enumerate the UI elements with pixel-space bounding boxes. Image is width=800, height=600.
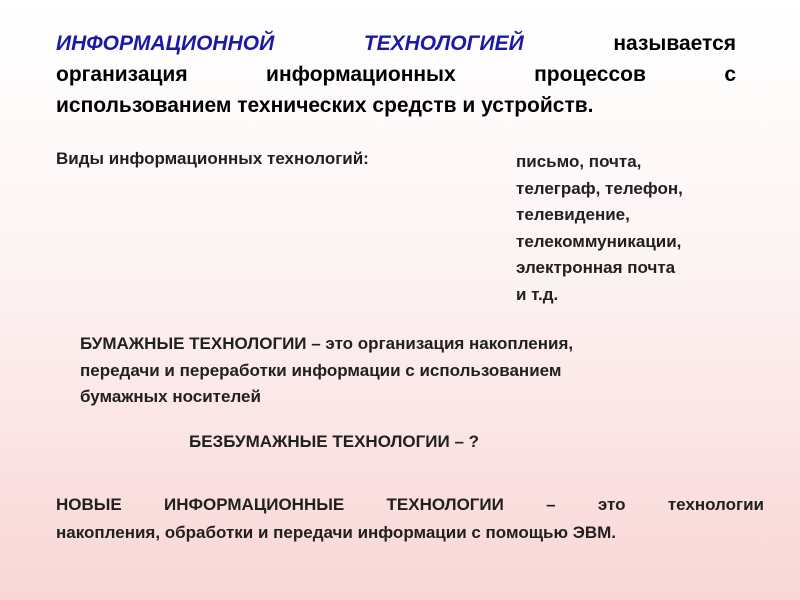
paper-technologies-paragraph: [80, 331, 740, 411]
definition-line-1-rest: называется: [523, 32, 736, 55]
types-list-item: письмо, почта,: [516, 152, 642, 171]
new-it-paragraph: [56, 491, 764, 547]
types-list-item: телевидение,: [516, 205, 630, 225]
types-list-item: и т.д.: [516, 284, 559, 304]
definition-term: ИНФОРМАЦИОННОЙ ТЕХНОЛОГИЕЙ: [56, 32, 524, 55]
paperless-technologies-question: БЕЗБУМАЖНЫЕ ТЕХНОЛОГИИ – ?: [189, 432, 480, 451]
types-list: [516, 149, 766, 309]
definition-line-1: [56, 28, 736, 59]
paper-technologies-line-1: БУМАЖНЫЕ ТЕХНОЛОГИИ – это организация накопления,: [80, 334, 574, 353]
definition-line-3: использованием технических средств и устройств.: [56, 94, 594, 117]
types-list-item: телекоммуникации,: [516, 231, 682, 251]
types-list-item: телеграф, телефон,: [516, 178, 683, 198]
new-it-line-1: НОВЫЕ ИНФОРМАЦИОННЫЕ ТЕХНОЛОГИИ – это технологии: [56, 495, 764, 514]
paper-technologies-line-3: бумажных носителей: [80, 387, 261, 407]
definition-paragraph: [56, 28, 736, 121]
new-it-line-2: накопления, обработки и передачи информации с помощью ЭВМ.: [56, 523, 616, 542]
types-list-item: электронная почта: [516, 258, 676, 278]
types-label: Виды информационных технологий:: [56, 149, 369, 168]
paper-technologies-line-2: передачи и переработки информации с использованием: [80, 360, 562, 380]
definition-line-2: организация информационных процессов с: [56, 63, 736, 86]
